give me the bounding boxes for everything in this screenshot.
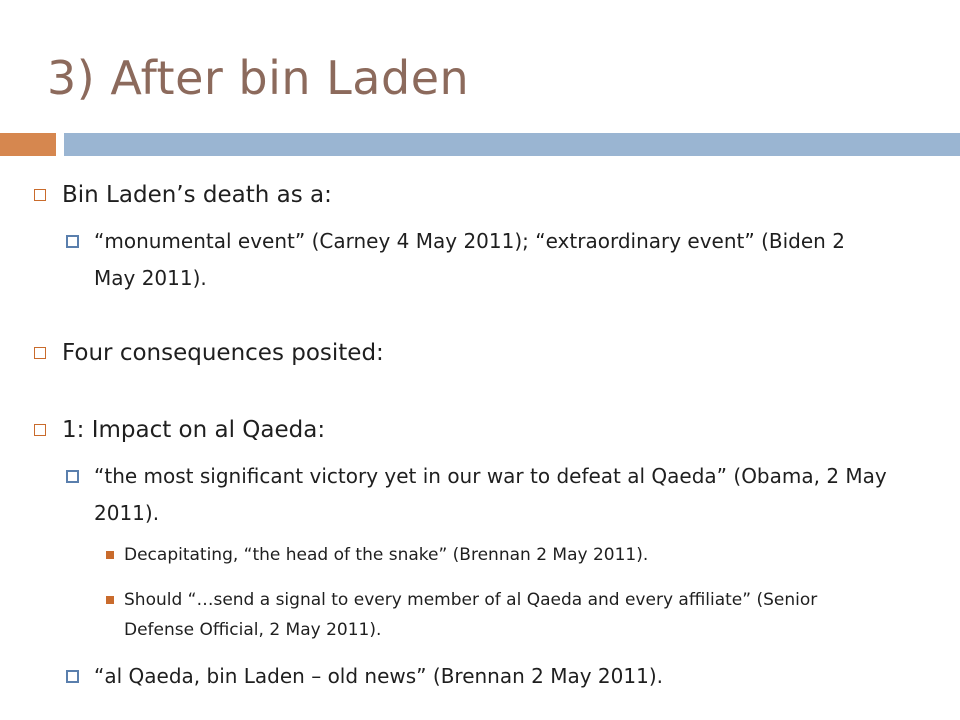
bullet-level2-victory bbox=[66, 458, 946, 532]
hollow-square-bullet-icon bbox=[66, 670, 79, 683]
hollow-square-bullet-icon bbox=[34, 347, 46, 359]
bullet-level1-death bbox=[34, 179, 934, 211]
bullet-level2-old-news bbox=[66, 658, 946, 695]
bullet-text: “al Qaeda, bin Laden – old news” (Brennan 2 May 2011). bbox=[94, 664, 663, 688]
bullet-level1-impact bbox=[34, 414, 934, 446]
bullet-level2-monumental bbox=[66, 223, 866, 297]
hollow-square-bullet-icon bbox=[34, 424, 46, 436]
hollow-square-bullet-icon bbox=[66, 470, 79, 483]
bullet-text: Four consequences posited: bbox=[62, 340, 384, 366]
bullet-level3-signal bbox=[106, 585, 876, 645]
bullet-level1-consequences bbox=[34, 337, 934, 369]
bullet-text: Should “…send a signal to every member of al Qaeda and every affiliate” (Senior Defense Official, 2 May 2011). bbox=[124, 590, 818, 640]
title-accent-bar-blue bbox=[64, 133, 960, 156]
filled-square-bullet-icon bbox=[106, 551, 114, 559]
slide-title: 3) After bin Laden bbox=[47, 51, 470, 105]
hollow-square-bullet-icon bbox=[66, 235, 79, 248]
bullet-text: “the most significant victory yet in our war to defeat al Qaeda” (Obama, 2 May 2011). bbox=[94, 464, 887, 525]
bullet-text: 1: Impact on al Qaeda: bbox=[62, 417, 326, 443]
bullet-level3-decapitating bbox=[106, 540, 946, 570]
bullet-text: Bin Laden’s death as a: bbox=[62, 182, 332, 208]
bullet-text: Decapitating, “the head of the snake” (Brennan 2 May 2011). bbox=[124, 545, 649, 565]
bullet-text: “monumental event” (Carney 4 May 2011); “extraordinary event” (Biden 2 May 2011). bbox=[94, 229, 845, 290]
filled-square-bullet-icon bbox=[106, 596, 114, 604]
hollow-square-bullet-icon bbox=[34, 189, 46, 201]
title-accent-bar-orange bbox=[0, 133, 56, 156]
